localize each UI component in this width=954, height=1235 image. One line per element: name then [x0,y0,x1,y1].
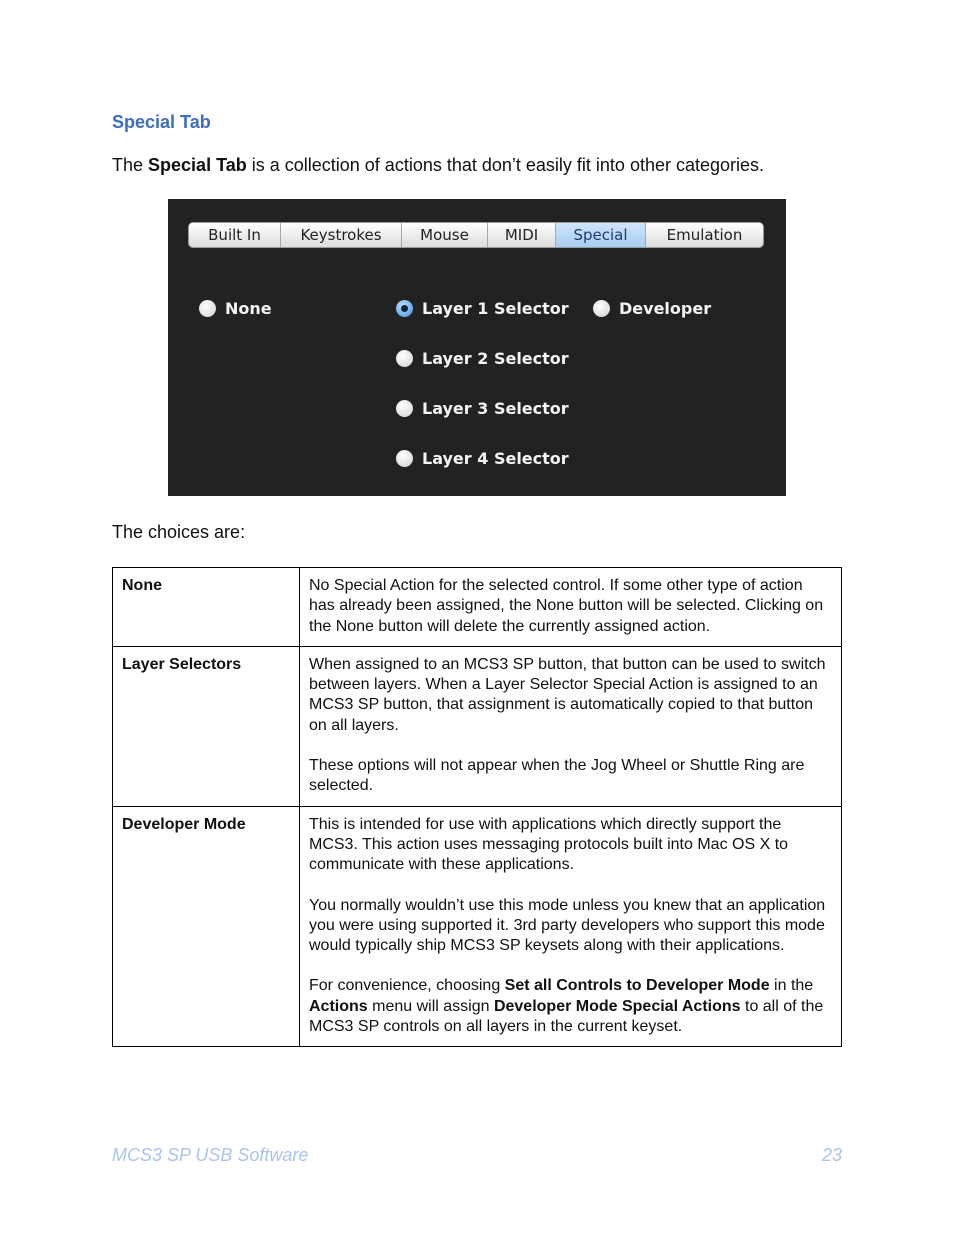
text-run: in the [769,977,814,995]
radio-layer-4-selector[interactable] [396,449,569,468]
radio-developer-label: Developer [619,299,712,318]
special-tab-screenshot [168,199,786,496]
description-paragraph: These options will not appear when the Jog Wheel or Shuttle Ring are selected. [309,757,805,795]
text-run: to all of the MCS3 SP controls on all layers in the current keyset. [309,997,824,1036]
description-cell [300,646,842,806]
text-run: menu will assign [367,997,494,1015]
tab-special[interactable]: Special [556,223,646,247]
radio-button-icon [396,350,413,367]
radio-button-icon [199,300,216,317]
choices-label: The choices are: [112,522,246,542]
description-cell [300,568,842,647]
text-run: For convenience, choosing [309,977,505,995]
page-number: 23 [821,1145,842,1165]
radio-button-icon [593,300,610,317]
description-paragraph: You normally wouldn’t use this mode unless you knew that an application you were using supported it. 3rd party developers who support this mode would typically ship MCS3 SP keysets along with their applications. [309,896,826,955]
radio-layer-2-selector[interactable] [396,349,569,368]
term-cell: Developer Mode [113,806,300,1047]
footer-title: MCS3 SP USB Software [112,1145,309,1165]
tab-keystrokes[interactable]: Keystrokes [281,223,402,247]
radio-developer[interactable] [593,299,711,318]
intro-bold: Special Tab [148,155,247,175]
description-paragraph [309,976,832,1037]
intro-paragraph [112,155,764,176]
section-heading: Special Tab [112,112,211,132]
description-cell [300,806,842,1047]
tab-emulation[interactable]: Emulation [666,226,743,244]
radio-button-icon [396,450,413,467]
table-row [113,646,842,806]
table-row [113,806,842,1047]
tab-built-in[interactable]: Built In [189,223,281,247]
table-row [113,568,842,647]
tab-midi[interactable]: MIDI [488,223,556,247]
description-paragraph: This is intended for use with applications which directly support the MCS3. This action uses messaging protocols built into Mac OS X to communicate with these applications. [309,815,789,874]
tab-bar [188,222,764,248]
radio-none-label: None [225,299,272,318]
radio-layer-3-selector[interactable] [396,399,569,418]
bold-run: Developer Mode Special Actions [493,997,741,1015]
intro-prefix: The [112,155,149,175]
term-cell: Layer Selectors [113,646,300,806]
intro-suffix: is a collection of actions that don’t easily fit into other categories. [246,155,765,175]
radio-selected-icon [396,300,413,317]
description-paragraph: When assigned to an MCS3 SP button, that button can be used to switch between layers. When a Layer Selector Special Action is assigned to an MCS3 SP button, that assignment is automatically copied to that button on all layers. [309,655,826,734]
tab-mouse[interactable]: Mouse [402,223,488,247]
radio-layer-2-label: Layer 2 Selector [422,349,569,368]
choices-table [112,567,842,1047]
radio-layer-1-label: Layer 1 Selector [422,299,569,318]
radio-button-icon [396,400,413,417]
radio-layer-1-selector[interactable] [396,299,569,318]
description-paragraph: No Special Action for the selected control. If some other type of action has already been assigned, the None button will be selected. Clicking on the None button will delete the currently assigned action. [309,577,824,635]
bold-run: Set all Controls to Developer Mode [504,977,770,995]
bold-run: Actions [309,997,368,1015]
radio-layer-3-label: Layer 3 Selector [422,399,569,418]
radio-layer-4-label: Layer 4 Selector [422,449,569,468]
radio-none[interactable] [199,299,272,318]
term-cell: None [113,568,300,647]
